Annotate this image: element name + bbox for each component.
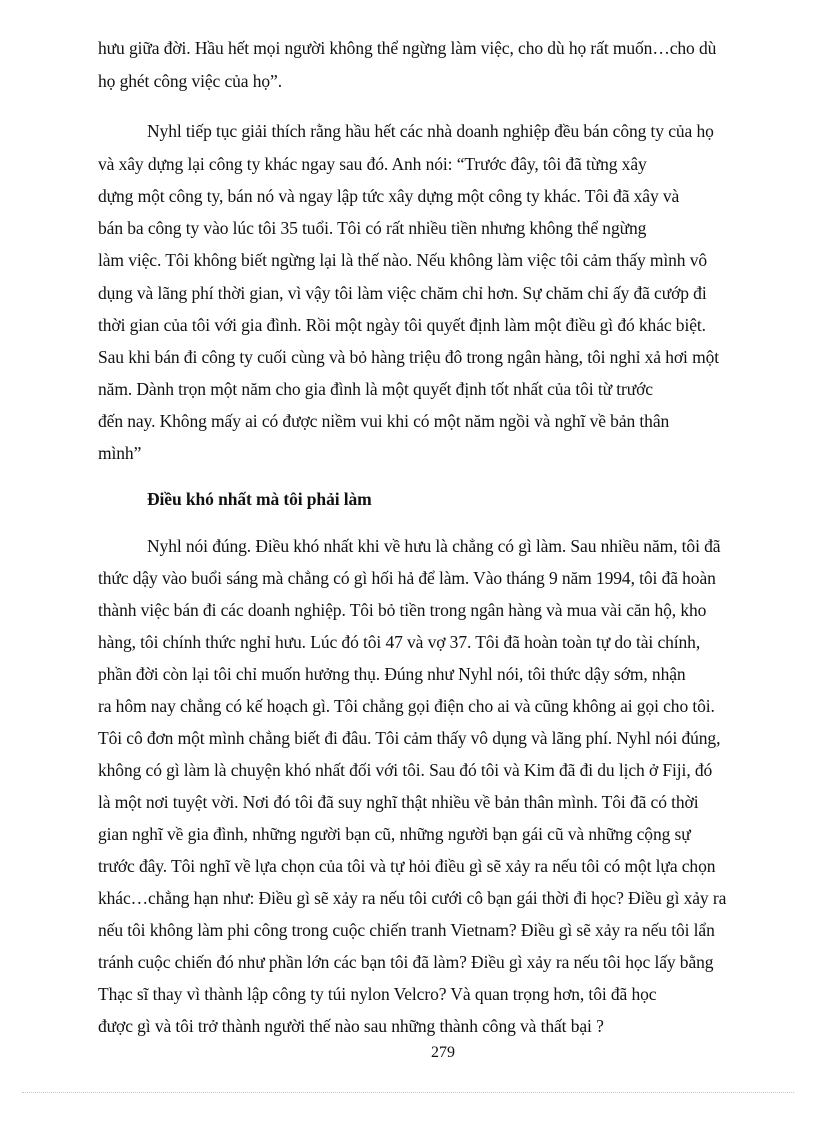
paragraph-line: gian nghĩ về gia đình, những người bạn cũ, những người bạn gái cũ và những cộng sự <box>98 824 691 844</box>
paragraph-line: Tôi cô đơn một mình chẳng biết đi đâu. Tôi cảm thấy vô dụng và lãng phí. Nyhl nói đúng, <box>98 728 721 748</box>
paragraph-line: ra hôm nay chẳng có kế hoạch gì. Tôi chẳng gọi điện cho ai và cũng không ai gọi cho tôi. <box>98 696 715 716</box>
paragraph-line: tránh cuộc chiến đó như phần lớn các bạn tôi đã làm? Điều gì xảy ra nếu tôi học lấy bằng <box>98 952 714 972</box>
page-number: 279 <box>431 1044 455 1061</box>
paragraph-line: làm việc. Tôi không biết ngừng lại là thế nào. Nếu không làm việc tôi cảm thấy mình vô <box>98 250 708 270</box>
paragraph-line: và xây dựng lại công ty khác ngay sau đó. Anh nói: “Trước đây, tôi đã từng xây <box>98 154 647 174</box>
paragraph-line: phần đời còn lại tôi chỉ muốn hưởng thụ. Đúng như Nyhl nói, tôi thức dậy sớm, nhận <box>98 664 686 684</box>
paragraph-line: trước đây. Tôi nghĩ về lựa chọn của tôi và tự hỏi điều gì sẽ xảy ra nếu tôi có một lựa chọn <box>98 856 716 876</box>
paragraph-line: là một nơi tuyệt vời. Nơi đó tôi đã suy nghĩ thật nhiều về bản thân mình. Tôi đã có thời <box>98 792 699 812</box>
paragraph-line: hưu giữa đời. Hầu hết mọi người không thể ngừng làm việc, cho dù họ rất muốn…cho dù <box>98 38 717 58</box>
paragraph-line: bán ba công ty vào lúc tôi 35 tuổi. Tôi có rất nhiều tiền nhưng không thể ngừng <box>98 218 647 238</box>
paragraph-line: Nyhl tiếp tục giải thích rằng hầu hết các nhà doanh nghiệp đều bán công ty của họ <box>147 121 714 141</box>
paragraph-line: được gì và tôi trở thành người thế nào sau những thành công và thất bại ? <box>98 1016 604 1036</box>
section-heading: Điều khó nhất mà tôi phải làm <box>147 489 372 509</box>
paragraph-line: khác…chẳng hạn như: Điều gì sẽ xảy ra nếu tôi cưới cô bạn gái thời đi học? Điều gì xảy ra <box>98 888 727 908</box>
paragraph-line: họ ghét công việc của họ”. <box>98 71 282 91</box>
paragraph-line: hàng, tôi chính thức nghỉ hưu. Lúc đó tôi 47 và vợ 37. Tôi đã hoàn toàn tự do tài chính, <box>98 632 701 652</box>
paragraph-line: Sau khi bán đi công ty cuối cùng và bỏ hàng triệu đô trong ngân hàng, tôi nghỉ xả hơi một <box>98 347 720 367</box>
paragraph-line: không có gì làm là chuyện khó nhất đối với tôi. Sau đó tôi và Kim đã đi du lịch ở Fiji, đó <box>98 760 713 780</box>
paragraph-line: dụng và lãng phí thời gian, vì vậy tôi làm việc chăm chỉ hơn. Sự chăm chỉ ấy đã cướp đi <box>98 283 707 303</box>
paragraph-line: dựng một công ty, bán nó và ngay lập tức xây dựng một công ty khác. Tôi đã xây và <box>98 186 680 206</box>
paragraph-line: mình” <box>98 443 142 463</box>
paragraph-line: nếu tôi không làm phi công trong cuộc chiến tranh Vietnam? Điều gì sẽ xảy ra nếu tôi lẩn <box>98 920 715 940</box>
paragraph-line: thức dậy vào buổi sáng mà chẳng có gì hối hả để làm. Vào tháng 9 năm 1994, tôi đã hoàn <box>98 568 716 588</box>
paragraph-line: thời gian của tôi với gia đình. Rồi một ngày tôi quyết định làm một điều gì đó khác biệt. <box>98 315 706 335</box>
paragraph-line: thành việc bán đi các doanh nghiệp. Tôi bỏ tiền trong ngân hàng và mua vài căn hộ, kho <box>98 600 707 620</box>
page-boundary-line <box>22 1092 794 1093</box>
paragraph-line: năm. Dành trọn một năm cho gia đình là một quyết định tốt nhất của tôi từ trước <box>98 379 653 399</box>
paragraph-line: Thạc sĩ thay vì thành lập công ty túi nylon Velcro? Và quan trọng hơn, tôi đã học <box>98 984 657 1004</box>
paragraph-line: đến nay. Không mấy ai có được niềm vui khi có một năm ngồi và nghĩ về bản thân <box>98 411 670 431</box>
paragraph-line: Nyhl nói đúng. Điều khó nhất khi về hưu là chẳng có gì làm. Sau nhiều năm, tôi đã <box>147 536 721 556</box>
